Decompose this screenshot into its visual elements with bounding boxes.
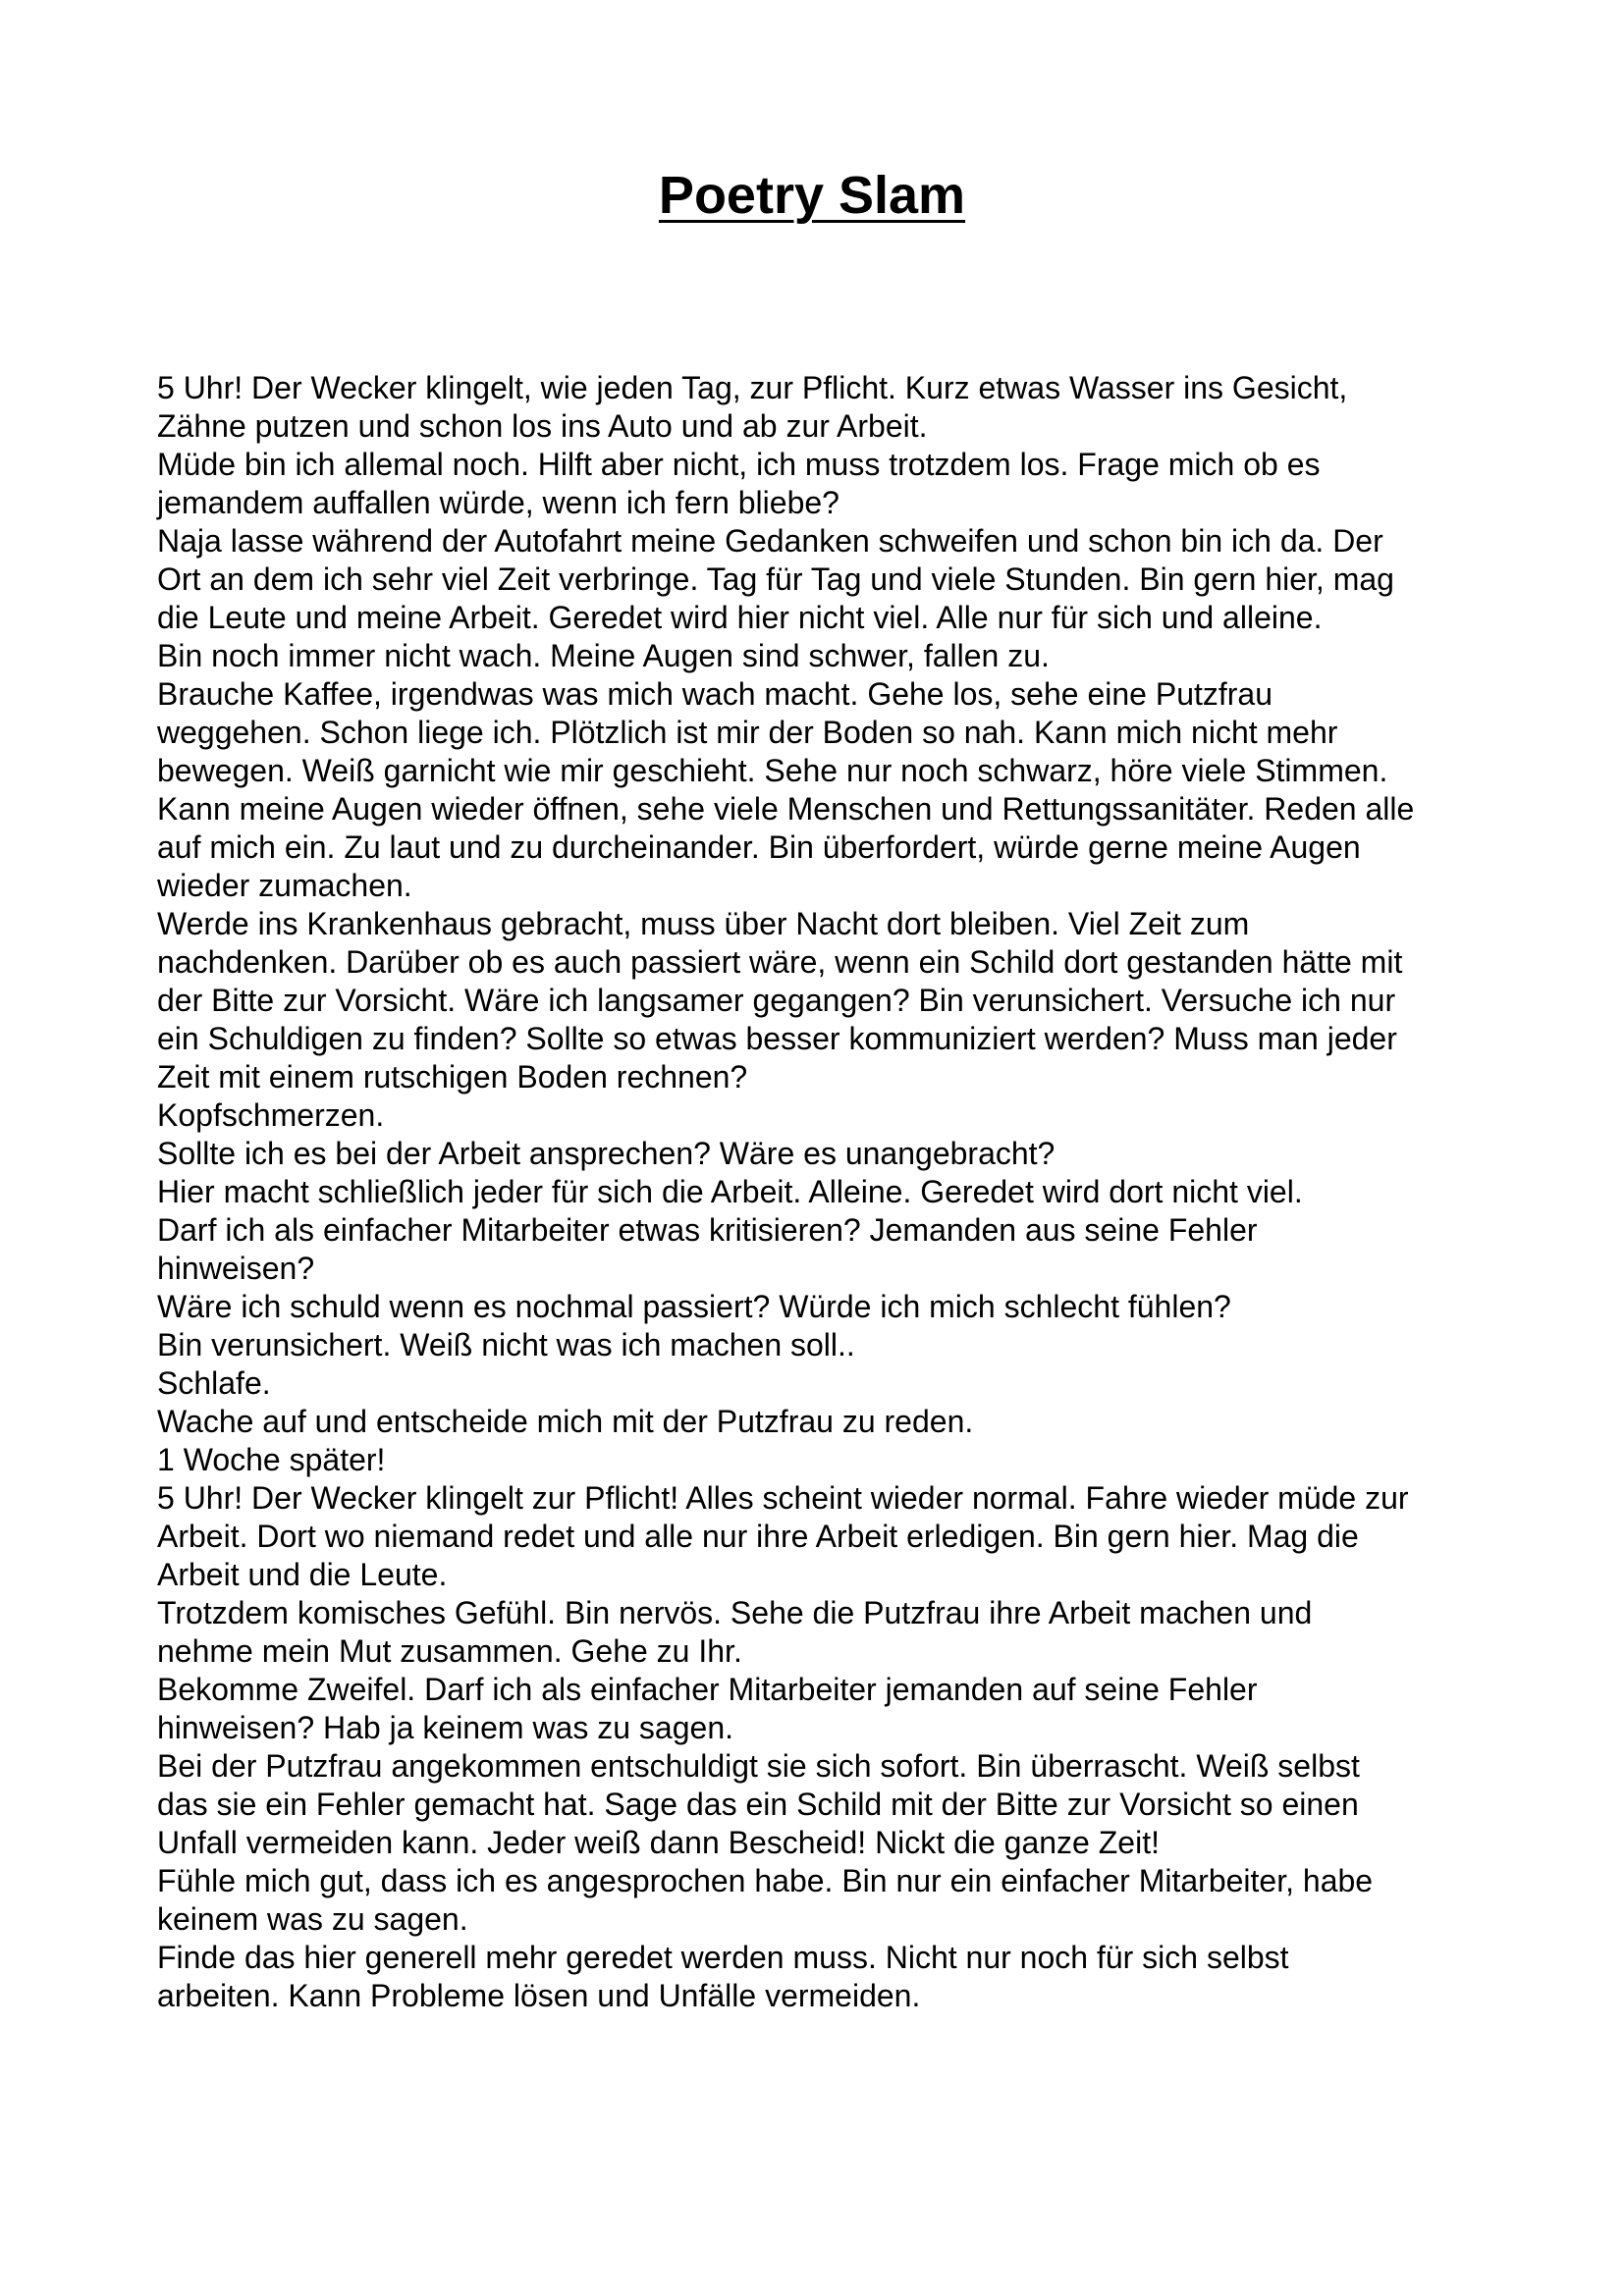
- text-line: nachdenken. Darüber ob es auch passiert wäre, wenn ein Schild dort gestanden hätte mit: [157, 944, 1403, 980]
- text-line: weggehen. Schon liege ich. Plötzlich ist mir der Boden so nah. Kann mich nicht mehr: [157, 715, 1338, 750]
- text-line: Arbeit. Dort wo niemand redet und alle nur ihre Arbeit erledigen. Bin gern hier. Mag die: [157, 1519, 1359, 1554]
- text-line: die Leute und meine Arbeit. Geredet wird hier nicht viel. Alle nur für sich und alleine.: [157, 600, 1323, 635]
- text-line: hinweisen?: [157, 1251, 315, 1286]
- text-line: 5 Uhr! Der Wecker klingelt zur Pflicht! Alles scheint wieder normal. Fahre wieder müde zur: [157, 1480, 1409, 1516]
- text-line: bewegen. Weiß garnicht wie mir geschieht. Sehe nur noch schwarz, höre viele Stimmen.: [157, 753, 1388, 788]
- text-line: Naja lasse während der Autofahrt meine Gedanken schweifen und schon bin ich da. Der: [157, 523, 1383, 559]
- poem-body: [157, 369, 1532, 2015]
- text-line: Arbeit und die Leute.: [157, 1557, 448, 1592]
- text-line: keinem was zu sagen.: [157, 1901, 468, 1937]
- text-line: hinweisen? Hab ja keinem was zu sagen.: [157, 1710, 733, 1745]
- text-line: Zeit mit einem rutschigen Boden rechnen?: [157, 1059, 748, 1095]
- text-line: wieder zumachen.: [157, 868, 412, 903]
- text-line: Kann meine Augen wieder öffnen, sehe viele Menschen und Rettungssanitäter. Reden alle: [157, 791, 1415, 827]
- text-line: Sollte ich es bei der Arbeit ansprechen? Wäre es unangebracht?: [157, 1136, 1056, 1171]
- text-line: Hier macht schließlich jeder für sich die Arbeit. Alleine. Geredet wird dort nicht viel.: [157, 1174, 1303, 1209]
- text-line: nehme mein Mut zusammen. Gehe zu Ihr.: [157, 1633, 742, 1669]
- text-line: Trotzdem komisches Gefühl. Bin nervös. Sehe die Putzfrau ihre Arbeit machen und: [157, 1595, 1313, 1630]
- text-line: Bin verunsichert. Weiß nicht was ich machen soll..: [157, 1327, 855, 1362]
- text-line: Fühle mich gut, dass ich es angesprochen habe. Bin nur ein einfacher Mitarbeiter, habe: [157, 1863, 1374, 1898]
- text-line: Brauche Kaffee, irgendwas was mich wach macht. Gehe los, sehe eine Putzfrau: [157, 676, 1273, 712]
- text-line: Ort an dem ich sehr viel Zeit verbringe. Tag für Tag und viele Stunden. Bin gern hier, mag: [157, 561, 1394, 597]
- text-line: Finde das hier generell mehr geredet werden muss. Nicht nur noch für sich selbst: [157, 1940, 1289, 1975]
- text-line: der Bitte zur Vorsicht. Wäre ich langsamer gegangen? Bin verunsichert. Versuche ich nur: [157, 983, 1396, 1018]
- text-line: Bei der Putzfrau angekommen entschuldigt sie sich sofort. Bin überrascht. Weiß selbst: [157, 1748, 1360, 1784]
- text-line: jemandem auffallen würde, wenn ich fern bliebe?: [157, 485, 839, 520]
- text-line: Bin noch immer nicht wach. Meine Augen sind schwer, fallen zu.: [157, 638, 1050, 673]
- text-line: Müde bin ich allemal noch. Hilft aber nicht, ich muss trotzdem los. Frage mich ob es: [157, 447, 1321, 482]
- text-line: Unfall vermeiden kann. Jeder weiß dann Bescheid! Nickt die ganze Zeit!: [157, 1825, 1160, 1860]
- text-line: ein Schuldigen zu finden? Sollte so etwas besser kommuniziert werden? Muss man jeder: [157, 1021, 1397, 1056]
- text-line: 1 Woche später!: [157, 1442, 386, 1477]
- text-line: Werde ins Krankenhaus gebracht, muss über Nacht dort bleiben. Viel Zeit zum: [157, 906, 1250, 941]
- text-line: arbeiten. Kann Probleme lösen und Unfälle vermeiden.: [157, 1978, 921, 2013]
- text-line: Wäre ich schuld wenn es nochmal passiert? Würde ich mich schlecht fühlen?: [157, 1289, 1231, 1324]
- text-line: 5 Uhr! Der Wecker klingelt, wie jeden Tag, zur Pflicht. Kurz etwas Wasser ins Gesicht,: [157, 370, 1348, 405]
- text-line: Zähne putzen und schon los ins Auto und ab zur Arbeit.: [157, 408, 928, 444]
- text-line: Schlafe.: [157, 1365, 271, 1401]
- document-title: Poetry Slam: [658, 166, 966, 225]
- text-line: das sie ein Fehler gemacht hat. Sage das ein Schild mit der Bitte zur Vorsicht so einen: [157, 1787, 1359, 1822]
- text-line: auf mich ein. Zu laut und zu durcheinander. Bin überfordert, würde gerne meine Augen: [157, 829, 1361, 865]
- text-line: Darf ich als einfacher Mitarbeiter etwas kritisieren? Jemanden aus seine Fehler: [157, 1212, 1258, 1248]
- text-line: Kopfschmerzen.: [157, 1097, 385, 1133]
- text-line: Bekomme Zweifel. Darf ich als einfacher Mitarbeiter jemanden auf seine Fehler: [157, 1672, 1258, 1707]
- text-line: Wache auf und entscheide mich mit der Putzfrau zu reden.: [157, 1404, 974, 1439]
